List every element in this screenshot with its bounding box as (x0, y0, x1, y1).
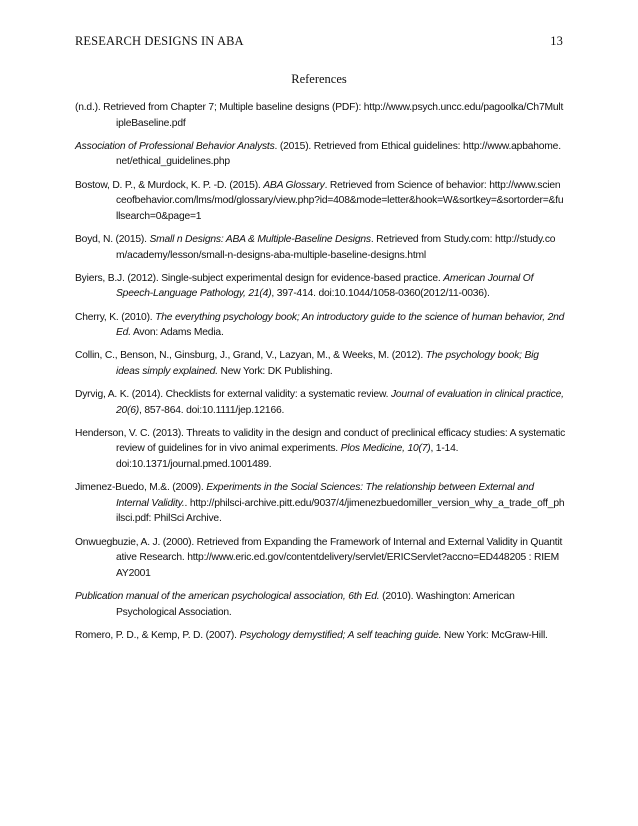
reference-entry: (n.d.). Retrieved from Chapter 7; Multiple baseline designs (PDF): http://www.psych.uncc.edu/pagoolka/Ch7MultipleBaseline.pdf (75, 102, 564, 129)
reference-entry: Henderson, V. C. (2013). Threats to validity in the design and conduct of preclinical efficacy studies: A systematic review of guidelines for in vivo animal experiments. Plos Medicine, 10(7), 1-14. doi:10.1371/journal.pmed.1001489. (75, 427, 566, 471)
running-head (75, 34, 563, 49)
reference-entry: Collin, C., Benson, N., Ginsburg, J., Grand, V., Lazyan, M., & Weeks, M. (2012). The psychology book; Big ideas simply explained. New York: DK Publishing. (75, 350, 539, 377)
reference-entry: Jimenez-Buedo, M.&. (2009). Experiments in the Social Sciences: The relationship between External and Internal Validity.. http://philsci-archive.pitt.edu/9037/4/jimenezbuedomiller_version_why_a_trade_off_philsci.pdf: PhilSci Archive. (75, 482, 565, 525)
reference-url[interactable]: http://study.com/academy/lesson/small-n-designs-aba-multiple-baseline-designs.html (116, 233, 556, 261)
reference-url[interactable]: http://www.apbahome.net/ethical_guidelines.php (116, 140, 561, 168)
references-heading: References (291, 72, 347, 86)
reference-entry: Dyrvig, A. K. (2014). Checklists for external validity: a systematic review. Journal of evaluation in clinical practice, 20(6), 857-864. doi:10.1111/jep.12166. (75, 389, 564, 416)
reference-entry: Onwuegbuzie, A. J. (2000). Retrieved from Expanding the Framework of Internal and External Validity in Quantitative Research. http://www.eric.ed.gov/contentdelivery/servlet/ERICServlet?accno=ED448205 : RIEMAY2001 (75, 536, 563, 579)
reference-url[interactable]: http://www.psych.uncc.edu/pagoolka/Ch7MultipleBaseline.pdf (116, 102, 564, 129)
reference-entry: Byiers, B.J. (2012). Single-subject experimental design for evidence-based practice. American Journal Of Speech-Language Pathology, 21(4), 397-414. doi:10.1044/1058-0360(2012/11-0036). (75, 272, 534, 300)
reference-entry: Romero, P. D., & Kemp, P. D. (2007). Psychology demystified; A self teaching guide. New York: McGraw-Hill. (75, 629, 548, 641)
reference-entry: Boyd, N. (2015). Small n Designs: ABA & Multiple-Baseline Designs. Retrieved from Study.com: http://study.com/academy/lesson/small-n-designs-aba-multiple-baseline-designs.html (75, 233, 556, 261)
reference-url[interactable]: http://www.scienceofbehavior.com/lms/mod/glossary/view.php?id=408&mode=letter&hook=W&sortkey=&sortorder=&fullsearch=0&page=1 (116, 179, 564, 222)
reference-entry: Cherry, K. (2010). The everything psychology book; An introductory guide to the science of human behavior, 2nd Ed. Avon: Adams Media. (75, 311, 565, 339)
reference-list (75, 100, 565, 651)
reference-entry: Association of Professional Behavior Analysts. (2015). Retrieved from Ethical guidelines: http://www.apbahome.net/ethical_guidelines.php (75, 140, 561, 168)
page-number: 13 (550, 34, 563, 48)
reference-entry: Bostow, D. P., & Murdock, K. P. -D. (2015). ABA Glossary. Retrieved from Science of behavior: http://www.scienceofbehavior.com/lms/mod/glossary/view.php?id=408&mode=letter&hook=W&sortkey=&sortorder=&fullsearch=0&page=1 (75, 179, 564, 222)
running-title: RESEARCH DESIGNS IN ABA (75, 34, 244, 48)
reference-entry: Publication manual of the american psychological association, 6th Ed. (2010). Washington: American Psychological Association. (75, 590, 515, 618)
